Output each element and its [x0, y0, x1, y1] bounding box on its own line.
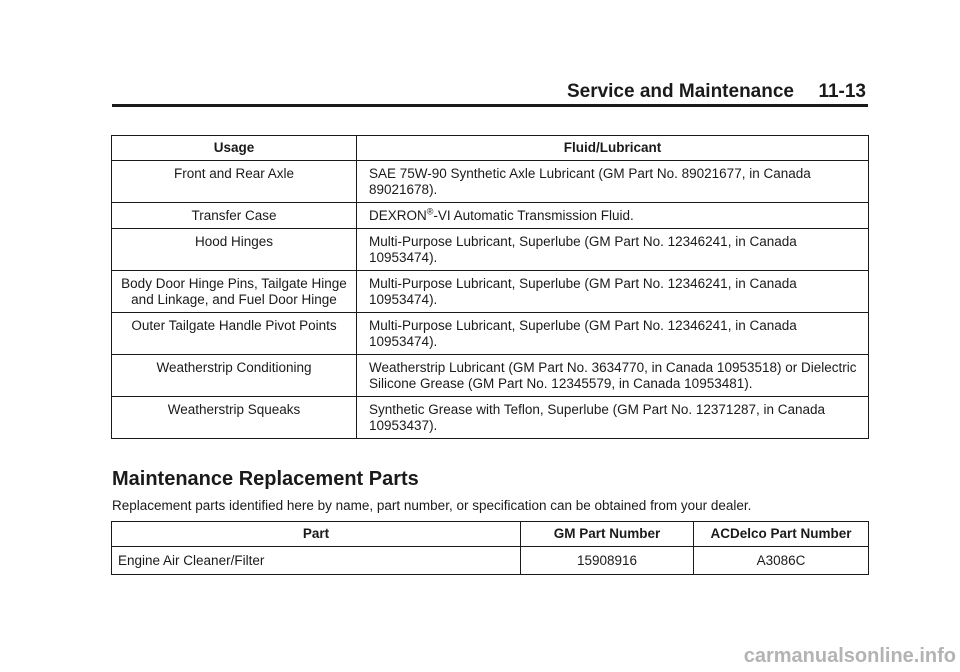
- usage-cell: Outer Tailgate Handle Pivot Points: [112, 313, 357, 355]
- usage-cell: Transfer Case: [112, 203, 357, 229]
- column-header-usage: Usage: [112, 136, 357, 161]
- usage-cell: Weatherstrip Conditioning: [112, 355, 357, 397]
- table-row: [112, 229, 869, 271]
- page-header: [112, 80, 868, 107]
- usage-cell: Body Door Hinge Pins, Tailgate Hinge and Linkage, and Fuel Door Hinge: [112, 271, 357, 313]
- page-title: Service and Maintenance: [566, 81, 794, 102]
- column-header-gm-part-number: GM Part Number: [521, 522, 694, 547]
- fluid-cell: SAE 75W-90 Synthetic Axle Lubricant (GM Part No. 89021677, in Canada 89021678).: [357, 161, 869, 203]
- table-row: [112, 397, 869, 439]
- table-row: [112, 203, 869, 229]
- gm-part-number-cell: 15908916: [521, 547, 694, 575]
- fluid-cell: Weatherstrip Lubricant (GM Part No. 3634770, in Canada 10953518) or Dielectric Silicone Grease (GM Part No. 12345579, in Canada 10953481).: [357, 355, 869, 397]
- acdelco-part-number-cell: A3086C: [694, 547, 869, 575]
- table-header-row: [112, 522, 869, 547]
- table-row: [112, 547, 869, 575]
- part-name-cell: Engine Air Cleaner/Filter: [112, 547, 521, 575]
- fluid-cell: Synthetic Grease with Teflon, Superlube (GM Part No. 12371287, in Canada 10953437).: [357, 397, 869, 439]
- usage-cell: Hood Hinges: [112, 229, 357, 271]
- registered-mark: ®: [426, 206, 434, 217]
- table-row: [112, 161, 869, 203]
- table-header-row: [112, 136, 869, 161]
- section-heading: Maintenance Replacement Parts: [112, 468, 419, 490]
- fluid-desc: -VI Automatic Transmission Fluid.: [433, 208, 634, 223]
- replacement-parts-table: [111, 521, 869, 575]
- column-header-part: Part: [112, 522, 521, 547]
- fluid-cell: Multi-Purpose Lubricant, Superlube (GM Part No. 12346241, in Canada 10953474).: [357, 313, 869, 355]
- column-header-acdelco-part-number: ACDelco Part Number: [694, 522, 869, 547]
- usage-cell: Weatherstrip Squeaks: [112, 397, 357, 439]
- watermark: carmanualsonline.info: [743, 645, 956, 667]
- page-number: 11-13: [818, 81, 866, 102]
- column-header-fluid: Fluid/Lubricant: [357, 136, 869, 161]
- fluid-name: DEXRON: [369, 208, 427, 223]
- usage-cell: Front and Rear Axle: [112, 161, 357, 203]
- fluid-cell: Multi-Purpose Lubricant, Superlube (GM Part No. 12346241, in Canada 10953474).: [357, 271, 869, 313]
- fluid-cell: Multi-Purpose Lubricant, Superlube (GM Part No. 12346241, in Canada 10953474).: [357, 229, 869, 271]
- table-row: [112, 271, 869, 313]
- fluid-cell: [357, 203, 869, 229]
- table-row: [112, 355, 869, 397]
- fluids-lubricants-table: [111, 135, 869, 439]
- section-intro-text: Replacement parts identified here by name, part number, or specification can be obtained from your dealer.: [112, 498, 752, 513]
- table-row: [112, 313, 869, 355]
